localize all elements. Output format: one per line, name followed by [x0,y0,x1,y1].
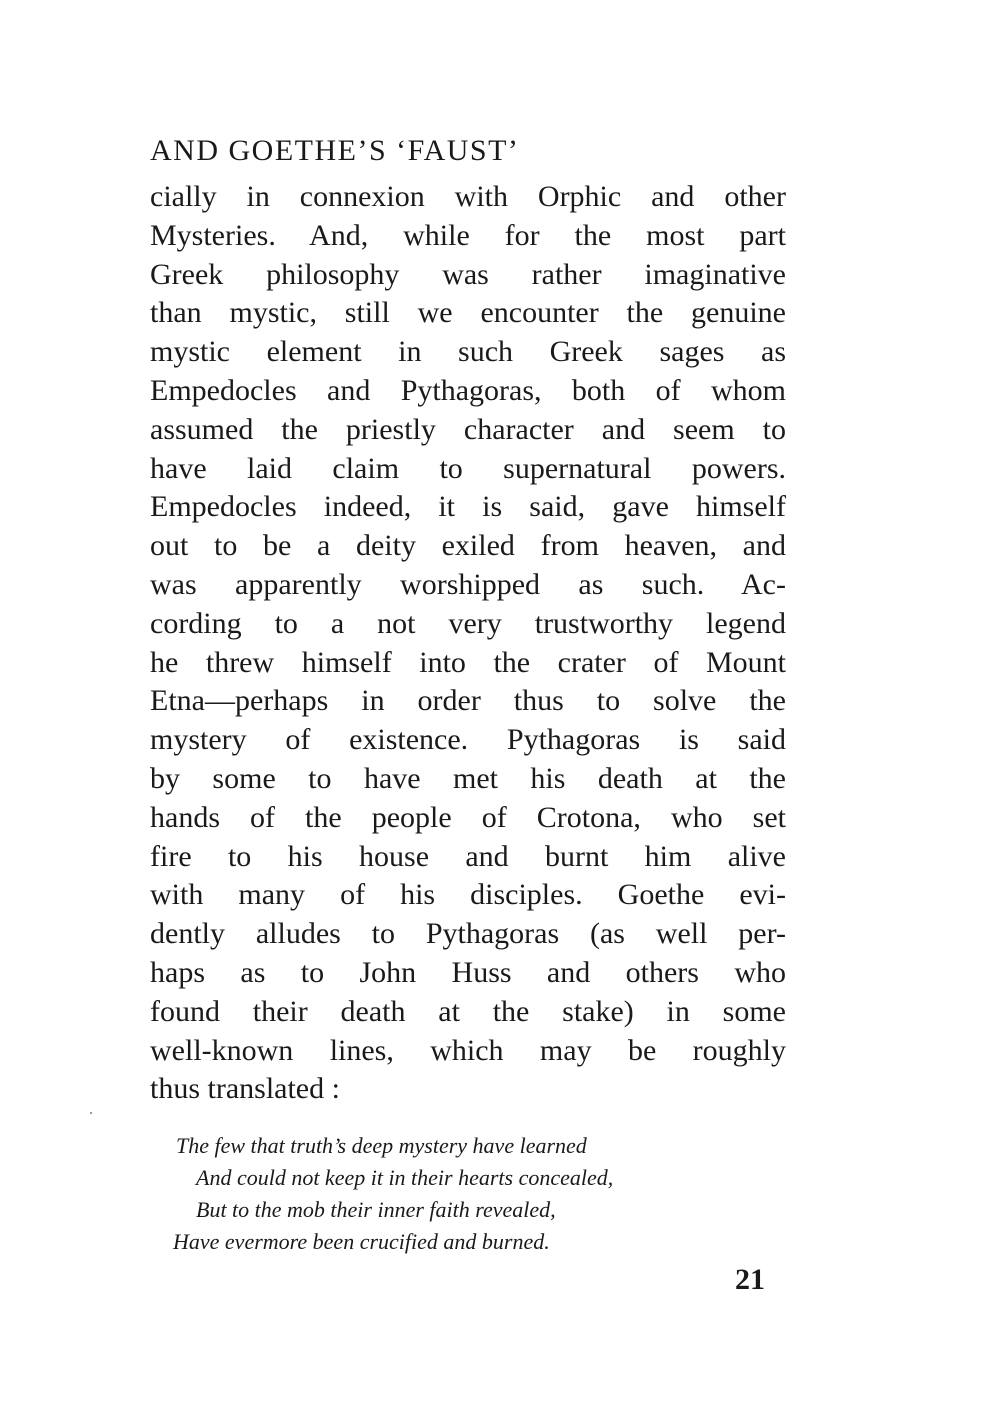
body-line: by some to have met his death at the [150,761,786,795]
body-line: mystic element in such Greek sages as [150,335,786,369]
body-line: haps as to John Huss and others who [150,955,786,989]
body-line: have laid claim to supernatural powers. [150,451,786,485]
body-line: he threw himself into the crater of Mount [150,645,786,679]
verse-line: But to the mob their inner faith revealed, [196,1197,556,1222]
body-line: fire to his house and burnt him alive [150,839,786,873]
body-text [150,178,786,1109]
body-line: cially in connexion with Orphic and other [150,180,786,213]
running-head: AND GOETHE’S ‘FAUST’ [150,134,520,167]
body-line: assumed the priestly character and seem to [150,412,786,446]
body-line: was apparently worshipped as such. Ac- [150,567,786,601]
ink-speck [90,1112,92,1114]
body-line: Etna—perhaps in order thus to solve the [150,684,786,718]
body-line: found their death at the stake) in some [150,994,786,1028]
body-line: Empedocles and Pythagoras, both of whom [150,373,786,407]
verse-quotation [173,1130,796,1258]
body-line: well-known lines, which may be roughly [150,1033,786,1067]
body-line: dently alludes to Pythagoras (as well per- [150,917,786,951]
body-line: Mysteries. And, while for the most part [150,218,786,252]
verse-line: And could not keep it in their hearts concealed, [196,1165,614,1190]
body-line: than mystic, still we encounter the genuine [150,296,786,330]
verse-line: The few that truth’s deep mystery have learned [176,1133,587,1158]
body-line: cording to a not very trustworthy legend [150,606,786,640]
page-number: 21 [735,1263,765,1296]
body-line: out to be a deity exiled from heaven, and [150,529,786,563]
body-line: hands of the people of Crotona, who set [150,800,786,834]
body-line: mystery of existence. Pythagoras is said [150,723,786,757]
body-line: with many of his disciples. Goethe evi- [150,878,786,912]
body-line: Greek philosophy was rather imaginative [150,257,786,291]
verse-line: Have evermore been crucified and burned. [173,1229,550,1254]
body-line: thus translated : [150,1072,340,1106]
body-line: Empedocles indeed, it is said, gave himself [150,490,786,524]
